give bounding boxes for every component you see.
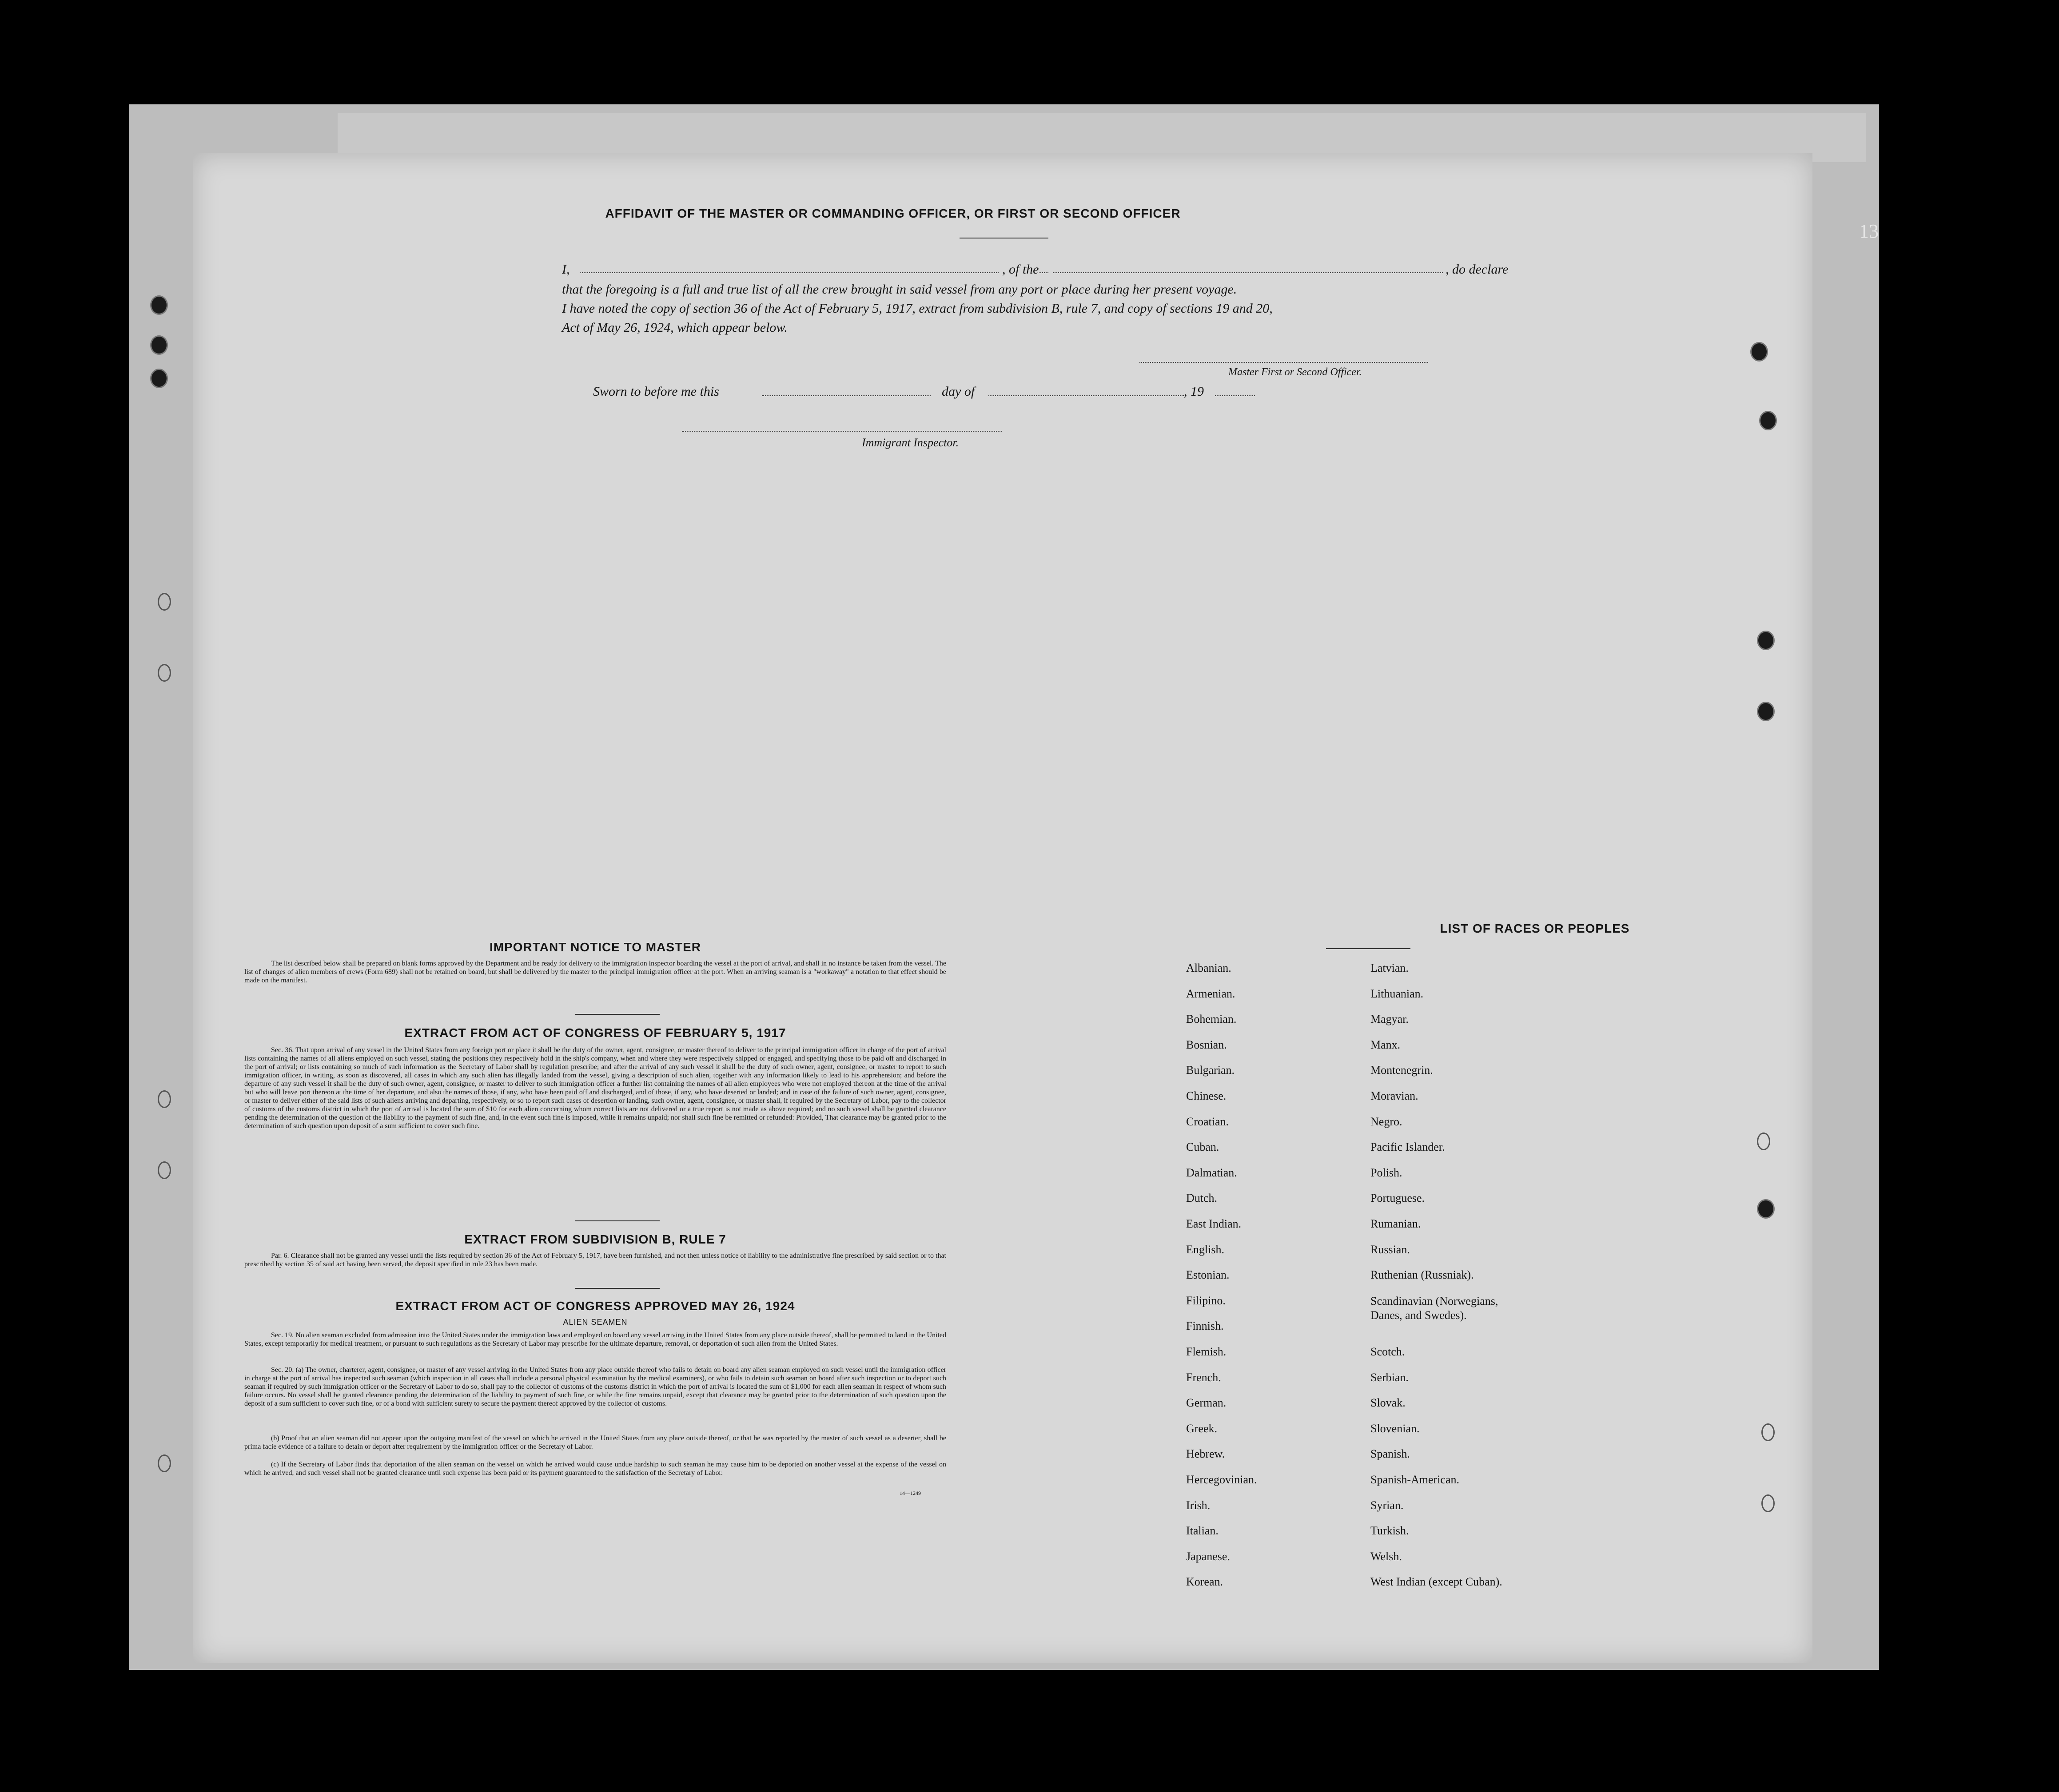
binding-hole bbox=[1757, 1199, 1775, 1219]
master-signature-label: Master First or Second Officer. bbox=[1228, 366, 1362, 378]
page-number: 13 bbox=[1859, 220, 1879, 242]
binding-ring bbox=[158, 1090, 171, 1108]
affidavit-i-label: I, bbox=[562, 262, 570, 277]
affidavit-title: AFFIDAVIT OF THE MASTER OR COMMANDING OFFICER, OR FIRST OR SECOND OFFICER bbox=[605, 207, 1181, 220]
day-of-label: day of bbox=[942, 384, 975, 399]
race-item: Spanish. bbox=[1370, 1447, 1410, 1461]
race-item: Hercegovinian. bbox=[1186, 1473, 1257, 1486]
extract-rule7-text: Par. 6. Clearance shall not be granted any vessel until the lists required by section 36 of the Act of February 5, 1917, have been furnished, and not then unless notice of liability to the administrative fine prescribed by said section or to that prescribed by section 35 of said act having been served, the deposit specified in rule 23 has been made. bbox=[244, 1252, 946, 1268]
race-item: English. bbox=[1186, 1243, 1224, 1256]
extract-1917-text: Sec. 36. That upon arrival of any vessel in the United States from any foreign port or place it shall be the duty of the owner, agent, consignee, or master thereof to deliver to the principal immigration officer in charge of the port of arrival lists containing the names of all aliens employed on such vessel, stating the positions they respectively hold in the ship's company, when and where they were respectively shipped or engaged, and specifying those to be paid off and discharged in the port of arrival; or lists containing so much of such information as the Secretary of Labor shall by regulation prescribe; and after the arrival of any such vessel it shall be the duty of such owner, agent, consignee, or master to report to such immigration officer, in writing, as soon as discovered, all cases in which any such alien has illegally landed from the vessel, giving a description of such alien, together with any information likely to lead to his apprehension; and before the departure of any such vessel it shall be the duty of such owner, agent, consignee, or master to deliver to such immigration officer a further list containing the names of all alien employees who were not employed thereon at the time of the arrival but who will leave port thereon at the time of her departure, and also the names of those, if any, who have been paid off and discharged, and of those, if any, who have deserted or landed; and in case of the failure of such owner, agent, consignee, or master to deliver either of the said lists of such aliens arriving and departing, respectively, or so to report such cases of desertion or landing, such owner, agent, consignee, or master shall, if required by the Secretary of Labor, pay to the collector of customs of the customs district in which the port of arrival is located the sum of $10 for each alien concerning whom correct lists are not delivered or a true report is not made as above required; and no such vessel shall be granted clearance pending the determination of the question of the liability to the payment of such fine, and, in the event such fine is imposed, while it remains unpaid; nor shall such fine be remitted or refunded: Provided, That clearance may be granted prior to the determination of such question upon deposit of a sum sufficient to cover such fine. bbox=[244, 1046, 946, 1130]
sworn-label: Sworn to before me this bbox=[593, 384, 719, 399]
race-item: Scandinavian (Norwegians, Danes, and Swedes). bbox=[1370, 1294, 1498, 1322]
race-item: Cuban. bbox=[1186, 1140, 1219, 1154]
master-signature-line bbox=[1139, 362, 1428, 363]
binding-hole bbox=[1759, 411, 1777, 430]
race-item: Estonian. bbox=[1186, 1268, 1230, 1282]
notice-text: The list described below shall be prepared on blank forms approved by the Department and be ready for delivery to the immigration inspector boarding the vessel at the port of arrival, and shall in no instance be taken from the vessel. The list of changes of alien members of crews (Form 689) shall not be retained on board, but shall be delivered by the master to the principal immigration officer at the port. When an arriving seaman is a "workaway" a notation to that effect should be made on the manifest. bbox=[244, 960, 946, 984]
race-item: Welsh. bbox=[1370, 1550, 1402, 1563]
extract-rule7-title: EXTRACT FROM SUBDIVISION B, RULE 7 bbox=[464, 1232, 726, 1246]
name-blank bbox=[580, 272, 1048, 273]
binding-hole bbox=[1757, 702, 1775, 721]
race-item: Russian. bbox=[1370, 1243, 1410, 1256]
binding-ring bbox=[158, 664, 171, 682]
race-item: Ruthenian (Russniak). bbox=[1370, 1268, 1474, 1282]
race-item: East Indian. bbox=[1186, 1217, 1242, 1230]
notice-rule bbox=[575, 1014, 660, 1015]
vessel-blank bbox=[1053, 272, 1448, 273]
race-item: Bohemian. bbox=[1186, 1013, 1237, 1026]
race-item: Montenegrin. bbox=[1370, 1064, 1433, 1077]
binding-hole bbox=[150, 335, 168, 355]
sec20a-text: Sec. 20. (a) The owner, charterer, agent, consignee, or master of any vessel arriving in the United States from any place outside thereof who fails to detain on board any alien seaman employed on such vessel until the immigration officer in charge at the port of arrival has inspected such seaman (which inspection in all cases shall include a personal physical examination by the medical examiners), or who fails to detain such seaman on board after such inspection or to deport such seaman if required by such immigration officer or the Secretary of Labor to do so, shall pay to the collector of customs of the customs district in which the port of arrival is located the sum of $1,000 for each alien seaman in respect of whom such failure occurs. No vessel shall be granted clearance pending the determination of the liability to payment of such fine, or while the fine remains unpaid, except that clearance may be granted prior to the determination of such question upon the deposit of a sum sufficient to cover such fine, or of a bond with sufficient surety to secure the payment thereof approved by the collector of customs. bbox=[244, 1366, 946, 1407]
binding-ring bbox=[1761, 1494, 1775, 1512]
race-item: German. bbox=[1186, 1396, 1227, 1410]
binding-ring bbox=[1761, 1423, 1775, 1441]
race-item: Pacific Islander. bbox=[1370, 1140, 1445, 1154]
year-label: , 19 bbox=[1184, 384, 1204, 399]
affidavit-line-4: Act of May 26, 1924, which appear below. bbox=[562, 320, 788, 335]
race-item: Filipino. bbox=[1186, 1294, 1226, 1307]
race-item: Spanish-American. bbox=[1370, 1473, 1460, 1486]
race-item: Slovenian. bbox=[1370, 1422, 1420, 1435]
race-item: Slovak. bbox=[1370, 1396, 1406, 1410]
race-item: Negro. bbox=[1370, 1115, 1402, 1128]
race-item: Portuguese. bbox=[1370, 1192, 1425, 1205]
year-blank bbox=[1215, 395, 1255, 396]
affidavit-declare-label: , do declare bbox=[1444, 262, 1508, 277]
sworn-day-blank bbox=[762, 395, 931, 396]
race-item: Dalmatian. bbox=[1186, 1166, 1237, 1179]
inspector-signature-line bbox=[682, 431, 1002, 432]
race-item: Chinese. bbox=[1186, 1089, 1227, 1102]
extract-1917-rule bbox=[575, 1220, 660, 1221]
race-item: Bulgarian. bbox=[1186, 1064, 1235, 1077]
binding-hole bbox=[1757, 631, 1775, 650]
race-item: Croatian. bbox=[1186, 1115, 1229, 1128]
race-item: Korean. bbox=[1186, 1575, 1223, 1589]
binding-hole bbox=[150, 295, 168, 315]
inspector-label: Immigrant Inspector. bbox=[862, 436, 959, 449]
race-item: West Indian (except Cuban). bbox=[1370, 1575, 1502, 1589]
race-item: Dutch. bbox=[1186, 1192, 1218, 1205]
race-item: Hebrew. bbox=[1186, 1447, 1225, 1461]
race-item: Rumanian. bbox=[1370, 1217, 1421, 1230]
document-sheet bbox=[193, 153, 1879, 1663]
form-number: 14—1249 bbox=[900, 1490, 921, 1496]
races-title-rule bbox=[1326, 948, 1410, 949]
affidavit-line-3: I have noted the copy of section 36 of the Act of February 5, 1917, extract from subdivision B, rule 7, and copy of sections 19 and 20, bbox=[562, 301, 1273, 316]
race-item: Bosnian. bbox=[1186, 1038, 1227, 1051]
sec19-text: Sec. 19. No alien seaman excluded from admission into the United States under the immigration laws and employed on board any vessel arriving in the United States from any place outside thereof, shall be permitted to land in the United States, except temporarily for medical treatment, or pursuant to such regulations as the Secretary of Labor may prescribe for the ultimate departure, removal, or deportation of such alien from the United States. bbox=[244, 1331, 946, 1347]
notice-title: IMPORTANT NOTICE TO MASTER bbox=[489, 940, 701, 954]
binding-ring bbox=[158, 1454, 171, 1472]
binding-ring bbox=[1757, 1132, 1770, 1150]
race-item: Finnish. bbox=[1186, 1319, 1224, 1333]
extract-rule7-rule bbox=[575, 1288, 660, 1289]
race-item: Turkish. bbox=[1370, 1524, 1409, 1538]
race-item: Magyar. bbox=[1370, 1013, 1409, 1026]
race-item: French. bbox=[1186, 1371, 1221, 1384]
race-item: Polish. bbox=[1370, 1166, 1402, 1179]
race-item: Syrian. bbox=[1370, 1498, 1404, 1512]
affidavit-of-the-label: , of the bbox=[1000, 262, 1039, 277]
race-item: Italian. bbox=[1186, 1524, 1219, 1538]
binding-ring bbox=[158, 593, 171, 611]
sworn-month-blank bbox=[988, 395, 1184, 396]
race-item: Manx. bbox=[1370, 1038, 1401, 1051]
extract-1917-title: EXTRACT FROM ACT OF CONGRESS OF FEBRUARY 5, 1917 bbox=[404, 1026, 786, 1040]
race-item: Moravian. bbox=[1370, 1089, 1418, 1102]
sec20c-text: (c) If the Secretary of Labor finds that deportation of the alien seaman on the vessel on which he arrived would cause undue hardship to such seaman he may cause him to be deported on another vessel at the expense of the vessel on which he arrived, and such vessel shall not be granted clearance until such expense has been paid or its payment guaranteed to the satisfaction of the Secretary of Labor. bbox=[244, 1461, 946, 1477]
race-item: Flemish. bbox=[1186, 1345, 1227, 1358]
affidavit-line-2: that the foregoing is a full and true list of all the crew brought in said vessel from any port or place during her present voyage. bbox=[562, 282, 1237, 297]
race-item: Latvian. bbox=[1370, 962, 1409, 974]
sec20b-text: (b) Proof that an alien seaman did not appear upon the outgoing manifest of the vessel on which he arrived in the United States from any place outside thereof, or that he was reported by the master of such vessel as a deserter, shall be prima facie evidence of a failure to detain or deport after requirement by the immigration officer or the Secretary of Labor. bbox=[244, 1434, 946, 1450]
race-item: Scotch. bbox=[1370, 1345, 1405, 1358]
race-item: Japanese. bbox=[1186, 1550, 1230, 1563]
race-item: Albanian. bbox=[1186, 962, 1231, 974]
binding-hole bbox=[150, 369, 168, 388]
race-item: Greek. bbox=[1186, 1422, 1218, 1435]
race-item: Serbian. bbox=[1370, 1371, 1409, 1384]
binding-ring bbox=[158, 1161, 171, 1179]
alien-seamen-subtitle: ALIEN SEAMEN bbox=[563, 1318, 628, 1327]
binding-hole bbox=[1750, 342, 1768, 362]
race-item: Armenian. bbox=[1186, 987, 1235, 1000]
race-item: Lithuanian. bbox=[1370, 987, 1424, 1000]
races-title: LIST OF RACES OR PEOPLES bbox=[1440, 922, 1630, 935]
race-item: Irish. bbox=[1186, 1498, 1211, 1512]
extract-1924-title: EXTRACT FROM ACT OF CONGRESS APPROVED MAY 26, 1924 bbox=[395, 1299, 795, 1313]
